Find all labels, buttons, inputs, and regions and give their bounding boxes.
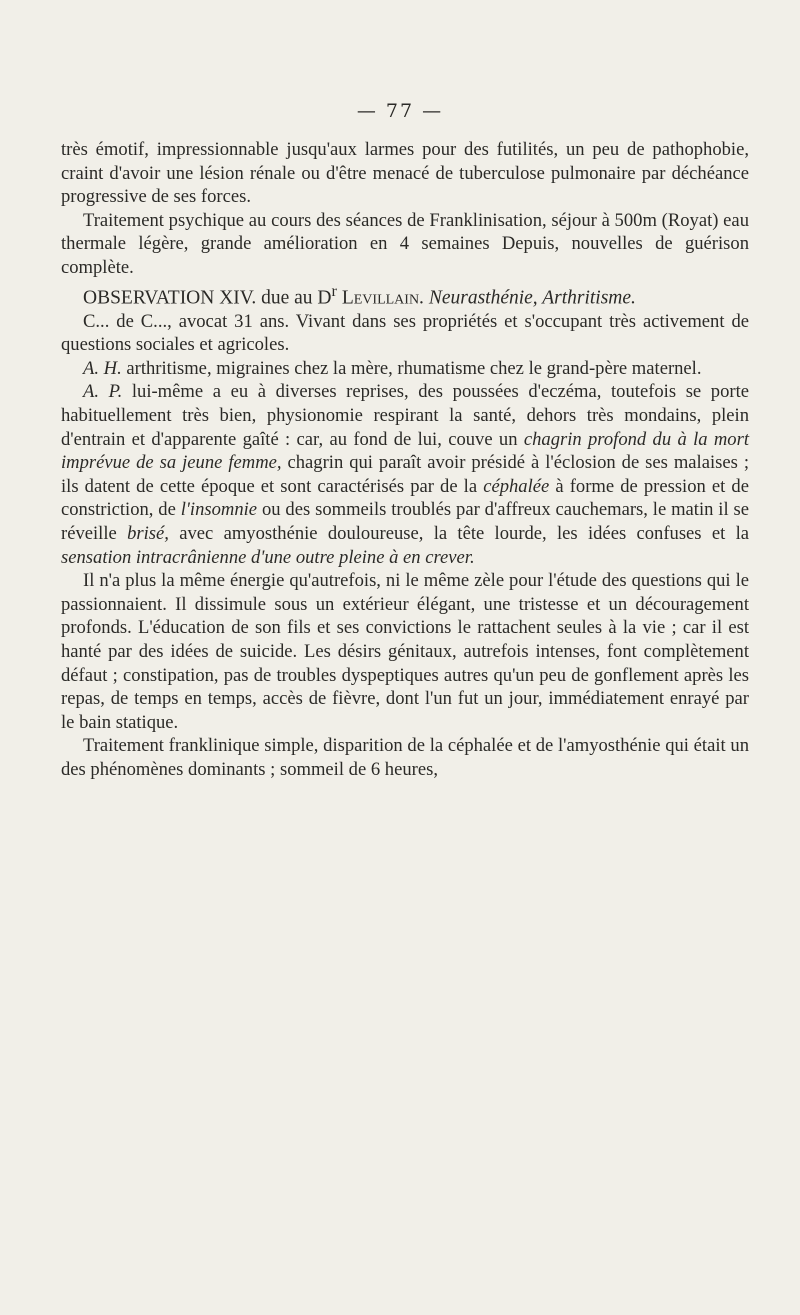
personal-history-text-1: lui-même a eu à diverses reprises, des poussées d'eczéma, toutefois se porte habituellement très bien, physionomie respirant la santé, dehors très mondains, plein d'entrain et d'apparente gaîté : car, au fond de lui, couve un bbox=[61, 381, 750, 450]
intro-paragraph: très émotif, impressionnable jusqu'aux larmes pour des futilités, un peu de pathophobie, craint d'avoir une lésion rénale ou d'être menacé de tuberculose pulmonaire par déchéance progressive de ses forces. bbox=[61, 139, 749, 208]
personal-history-italic-3: l'insomnie bbox=[180, 499, 258, 521]
observation-due-sup: r bbox=[331, 281, 337, 300]
personal-history-label: A. P. bbox=[83, 381, 123, 403]
personal-history-italic-2: céphalée bbox=[483, 475, 550, 497]
heredity-paragraph bbox=[61, 357, 749, 381]
personal-history-text-2: chagrin qui paraît avoir présidé à l'éclosion de ses malaises ; ils datent de cette époque et sont caractérisés par de la bbox=[61, 452, 749, 497]
personal-history-paragraph bbox=[61, 380, 749, 569]
page-number: — 77 — bbox=[356, 100, 444, 122]
observation-doctor: Levillain. bbox=[341, 287, 424, 309]
personal-history-text-5: avec amyosthénie douloureuse, la tête lourde, les idées confuses et la bbox=[179, 523, 749, 544]
personal-history-text-4: ou des sommeils troublés par d'affreux cauchemars, le matin il se réveille bbox=[61, 499, 750, 544]
heredity-label: A. H. bbox=[83, 357, 122, 379]
observation-due: due au D bbox=[261, 287, 332, 309]
personal-history-italic-4: brisé, bbox=[127, 523, 169, 544]
personal-history-italic-5: sensation intracrânienne d'une outre pleine à en crever. bbox=[61, 546, 475, 568]
observation-diagnosis: Neurasthénie, Arthritisme. bbox=[428, 287, 636, 309]
treatment-paragraph: Traitement psychique au cours des séances de Franklinisation, séjour à 500m (Royat) eau thermale légère, grande amélioration en 4 semaines Depuis, nouvelles de guérison complète. bbox=[61, 209, 749, 278]
personal-history-italic-1: chagrin profond du à la mort imprévue de sa jeune femme, bbox=[61, 428, 749, 474]
observation-label: OBSERVATION XIV. bbox=[83, 287, 257, 309]
observation-heading bbox=[61, 280, 749, 310]
symptoms-paragraph: Il n'a plus la même énergie qu'autrefois, ni le même zèle pour l'étude des questions qui le passionnaient. Il dissimule sous un extérieur élégant, une tristesse et un découragement profonds. L'éducation de son fils et ses convictions le rattachent seules à la vie ; car il est hanté par des idées de suicide. Les désirs génitaux, autrefois intenses, font complètement défaut ; constipation, pas de troubles dyspeptiques autres qu'un peu de gonflement après les repas, de temps en temps, accès de fièvre, dont l'un fut un jour, immédiatement enrayé par le bain statique. bbox=[61, 570, 749, 733]
personal-history-text-3: à forme de pression et de constriction, de bbox=[61, 475, 749, 521]
heredity-text: arthritisme, migraines chez la mère, rhumatisme chez le grand-père maternel. bbox=[126, 357, 702, 379]
patient-paragraph: C... de C..., avocat 31 ans. Vivant dans ses propriétés et s'occupant très activement de questions sociales et agricoles. bbox=[61, 310, 749, 356]
treatment-outcome-paragraph: Traitement franklinique simple, disparition de la céphalée et de l'amyosthénie qui était un des phénomènes dominants ; sommeil de 6 heures, bbox=[61, 735, 749, 780]
body-text bbox=[61, 138, 749, 782]
